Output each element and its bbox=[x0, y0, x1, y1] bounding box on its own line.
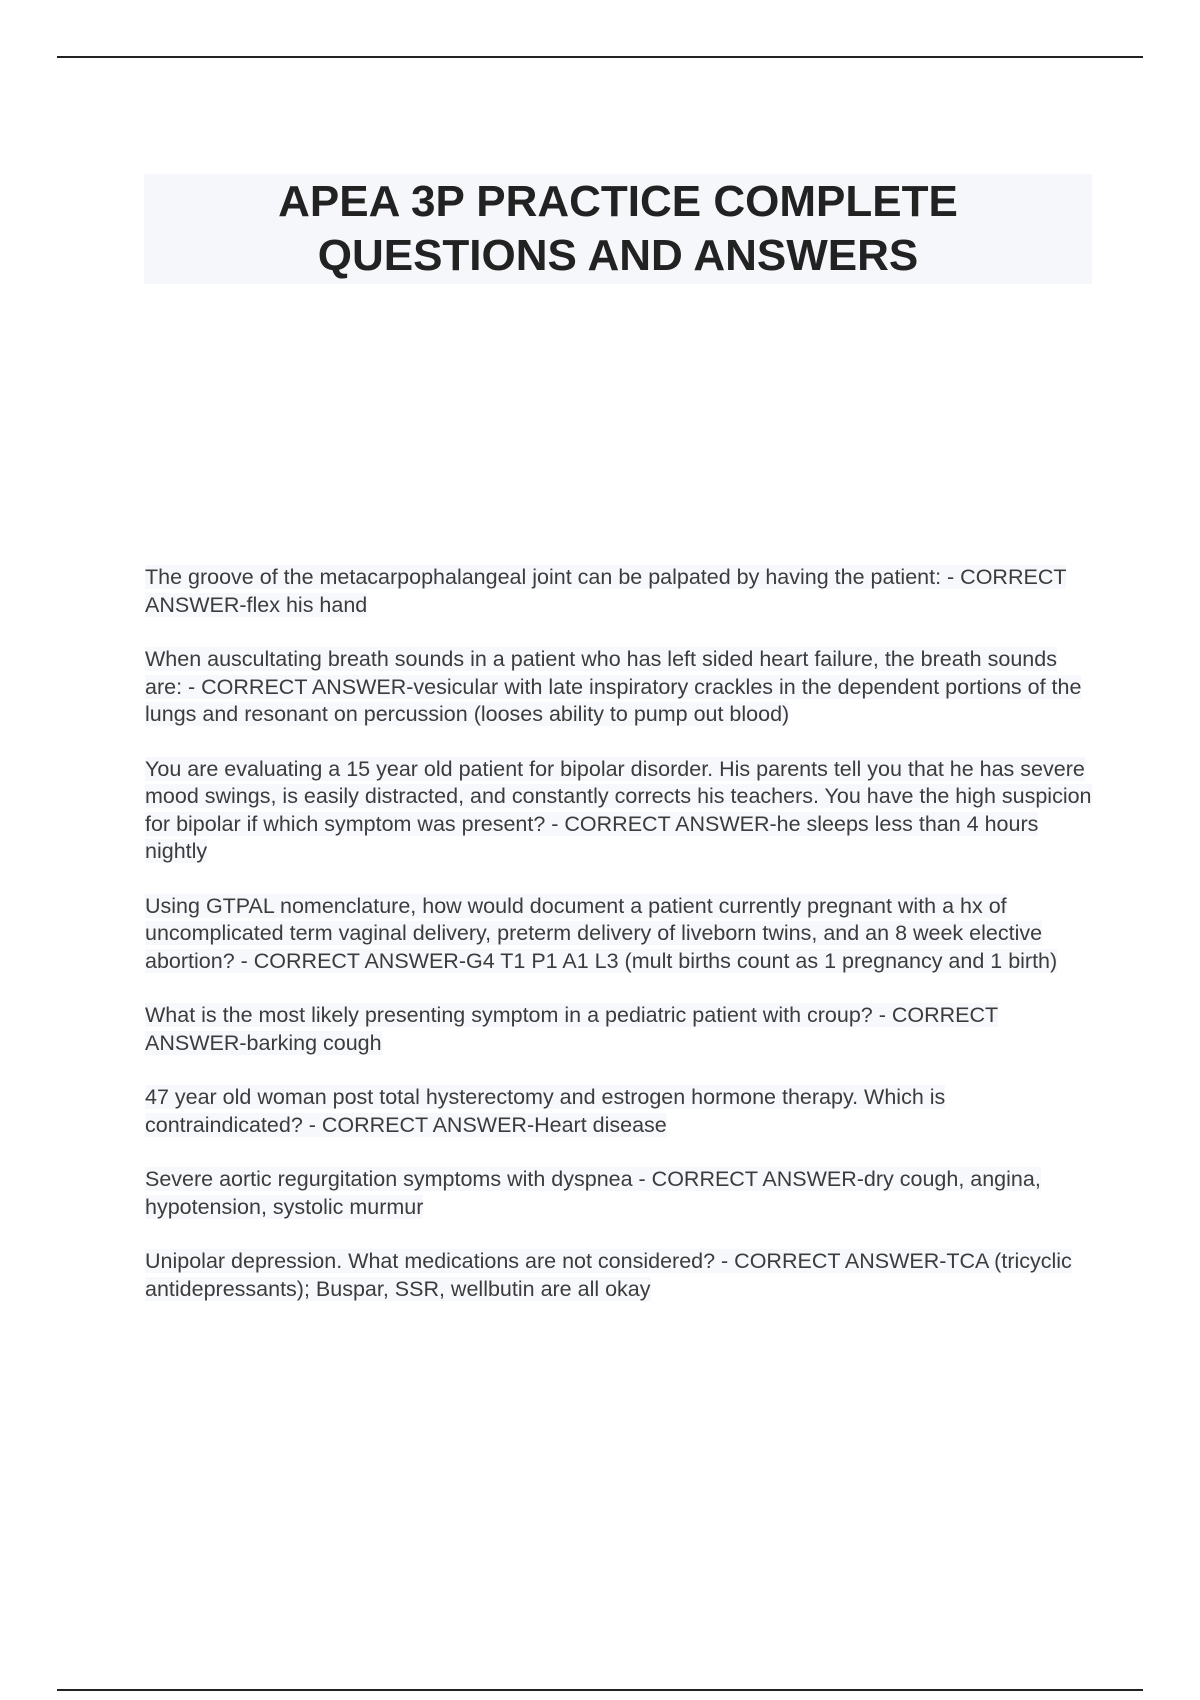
qa-item bbox=[145, 756, 1095, 866]
qa-list bbox=[145, 564, 1095, 1330]
qa-item-text: 47 year old woman post total hysterectomy and estrogen hormone therapy. Which is contraindicated? - CORRECT ANSWER-Heart disease bbox=[145, 1085, 946, 1137]
title-banner bbox=[144, 174, 1092, 284]
qa-item bbox=[145, 1084, 1095, 1139]
qa-item-text: Severe aortic regurgitation symptoms with dyspnea - CORRECT ANSWER-dry cough, angina, hypotension, systolic murmur bbox=[145, 1167, 1041, 1219]
footer-rule bbox=[57, 1689, 1143, 1691]
qa-item-text: Using GTPAL nomenclature, how would document a patient currently pregnant with a hx of uncomplicated term vaginal delivery, preterm delivery of liveborn twins, and an 8 week elective abortion? - CORRECT ANSWER-G4 T1 P1 A1 L3 (mult births count as 1 pregnancy and 1 birth) bbox=[145, 893, 1058, 973]
qa-item-text: You are evaluating a 15 year old patient for bipolar disorder. His parents tell you that he has severe mood swings, is easily distracted, and constantly corrects his teachers. You have the high suspicion for bipolar if which symptom was present? - CORRECT ANSWER-he sleeps less than 4 hours nightly bbox=[145, 756, 1092, 863]
header-rule bbox=[57, 56, 1143, 58]
qa-item bbox=[145, 646, 1095, 729]
qa-item bbox=[145, 893, 1095, 976]
qa-item-text: Unipolar depression. What medications are not considered? - CORRECT ANSWER-TCA (tricyclic antidepressants); Buspar, SSR, wellbutin are all okay bbox=[145, 1249, 1072, 1301]
qa-item bbox=[145, 1002, 1095, 1057]
qa-item-text: What is the most likely presenting symptom in a pediatric patient with croup? - CORRECT ANSWER-barking cough bbox=[145, 1003, 999, 1055]
qa-item-text: When auscultating breath sounds in a patient who has left sided heart failure, the breath sounds are: - CORRECT ANSWER-vesicular with late inspiratory crackles in the dependent portions of the lungs and resonant on percussion (looses ability to pump out blood) bbox=[145, 647, 1082, 726]
qa-item bbox=[145, 1248, 1095, 1303]
document-title: APEA 3P PRACTICE COMPLETE QUESTIONS AND ANSWERS bbox=[278, 177, 958, 280]
qa-item bbox=[145, 1166, 1095, 1221]
qa-item bbox=[145, 564, 1095, 619]
qa-item-text: The groove of the metacarpophalangeal joint can be palpated by having the patient: - CORRECT ANSWER-flex his hand bbox=[145, 565, 1067, 617]
